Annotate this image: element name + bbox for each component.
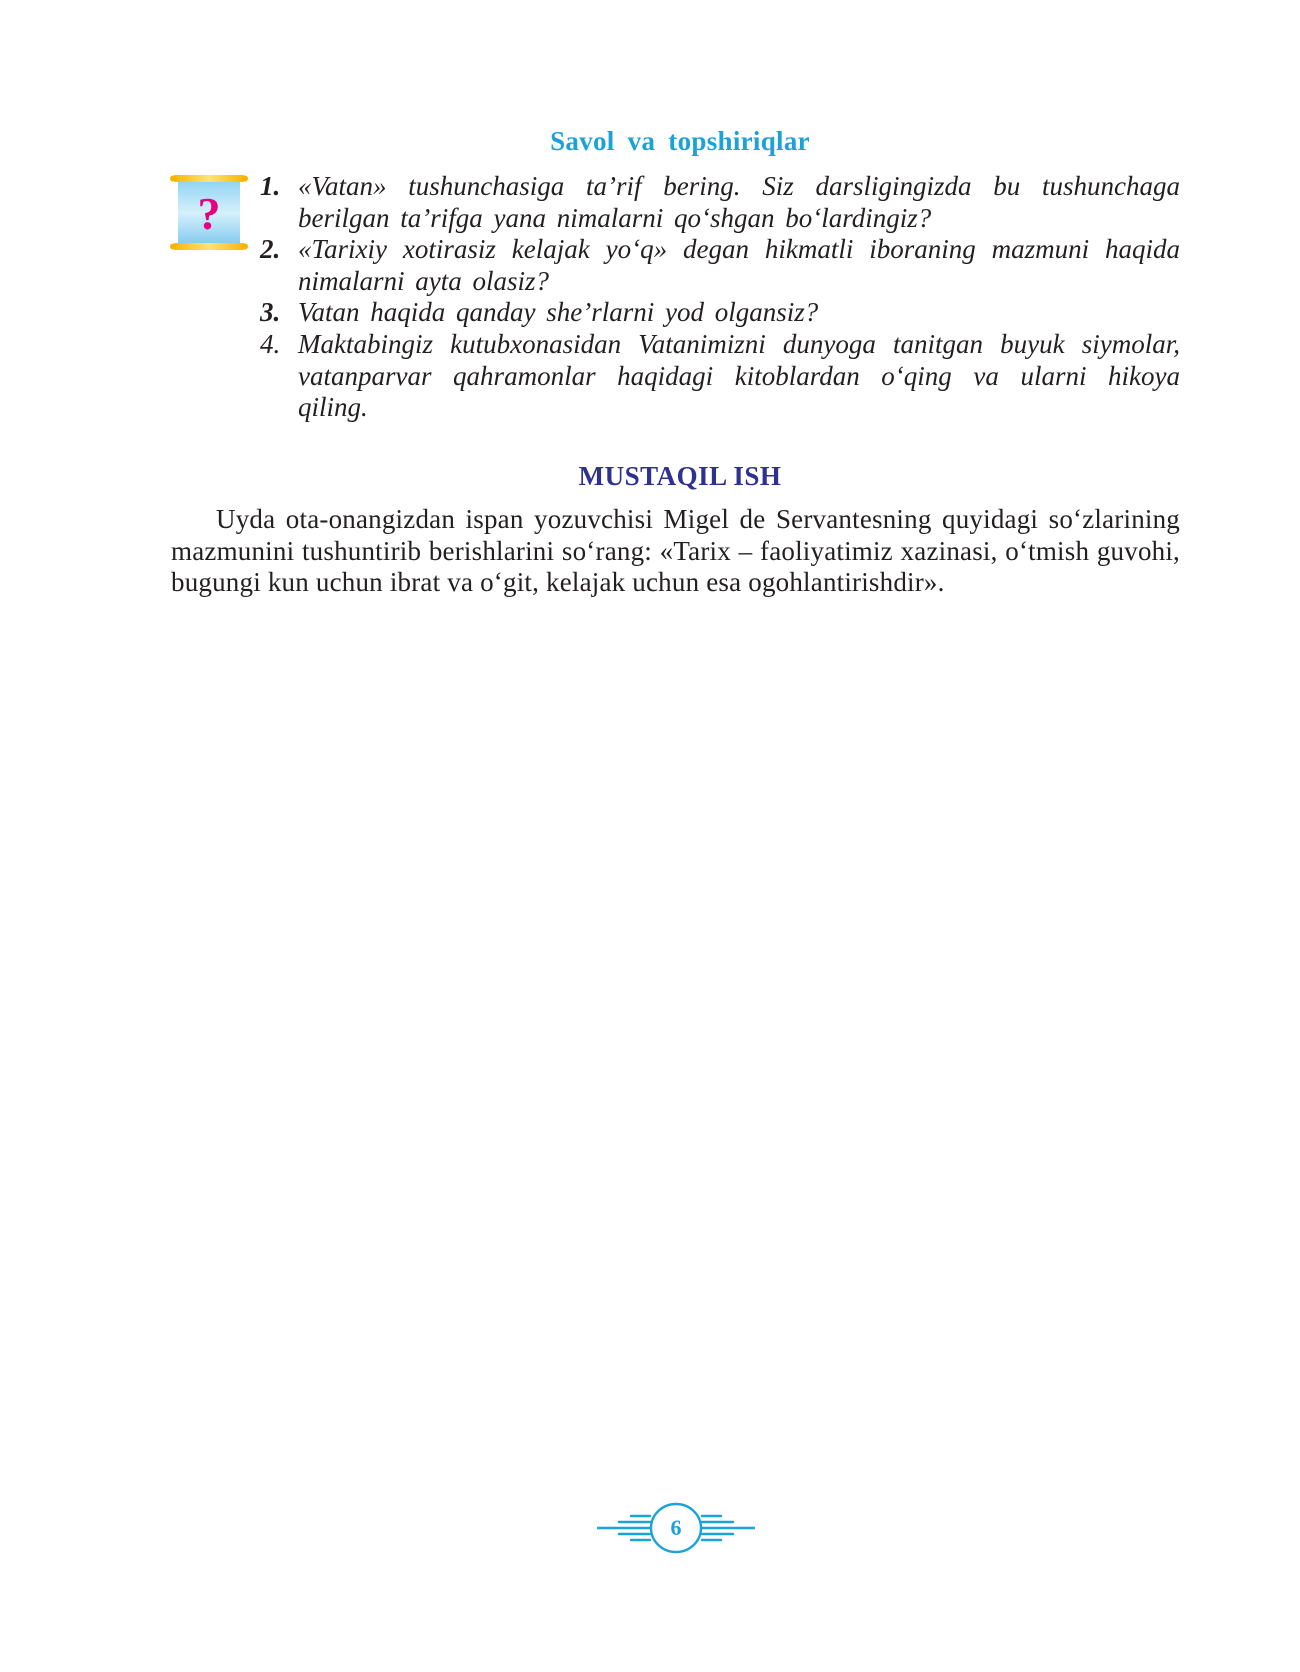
question-text: «Vatan» tushunchasiga ta’rif bering. Siz darsligingizda bu tushunchaga berilgan ta’rifga yana nimalarni qo‘shgan bo‘lardingiz?	[298, 171, 1180, 233]
question-number: 2.	[260, 234, 281, 265]
question-number: 4.	[260, 328, 281, 359]
independent-work-paragraph: Uyda ota-onangizdan ispan yozuvchisi Migel de Servantesning quyidagi so‘zlarining mazmunini tushuntirib berishlarini so‘rang: «Tarix – faoliyatimiz xazinasi, o‘tmish guvohi, bugungi kun uchun ibrat va o‘git, kelajak uchun esa ogohlantirishdir».	[171, 504, 1180, 598]
page-number: 6	[670, 1515, 682, 1540]
question-number: 3.	[260, 297, 281, 328]
questions-heading: Savol va topshiriqlar	[550, 126, 810, 156]
question-item-2	[260, 234, 1180, 297]
question-number: 1.	[260, 171, 281, 201]
question-scroll-icon	[170, 172, 248, 254]
question-item-3	[260, 297, 1180, 329]
question-mark-glyph: ?	[197, 188, 221, 239]
questions-list	[260, 171, 1180, 424]
question-text: «Tarixiy xotirasiz kelajak yo‘q» degan hikmatli iboraning mazmuni haqida nimalarni ayta olasiz?	[298, 234, 1180, 296]
question-text: Maktabingiz kutubxonasidan Vatanimizni dunyoga tanitgan buyuk siymolar, vatanparvar qahramonlar haqidagi kitoblardan o‘qing va ularni hikoya qiling.	[298, 328, 1180, 423]
question-item-4	[260, 329, 1180, 424]
question-text: Vatan haqida qanday she’rlarni yod olgansiz?	[298, 297, 819, 328]
question-item-1	[260, 171, 1180, 234]
independent-work-heading: MUSTAQIL ISH	[578, 461, 782, 491]
